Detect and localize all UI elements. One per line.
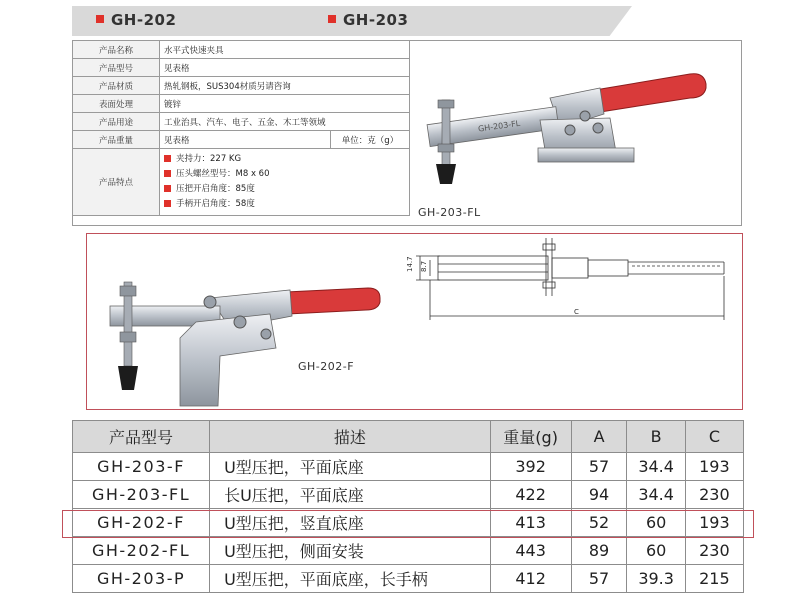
table-row-highlighted: GH-202-F U型压把，竖直底座 413 52 60 193 (73, 509, 744, 537)
col-header-desc: 描述 (210, 421, 491, 453)
spec-row: 表面处理 镀锌 (73, 95, 410, 113)
feature-list (164, 150, 405, 214)
feature-item: 压头螺丝型号：M8 x 60 (164, 167, 405, 182)
red-square-icon (328, 15, 336, 23)
model-tag-1: GH-202 (96, 11, 176, 29)
col-header-weight: 重量(g) (490, 421, 571, 453)
bullet-icon (164, 200, 171, 207)
bullet-icon (164, 155, 171, 162)
col-header-model: 产品型号 (73, 421, 210, 453)
bottom-image-caption: GH-202-F (298, 360, 355, 373)
bullet-icon (164, 170, 171, 177)
table-row: GH-203-FL 长U压把，平面底座 422 94 34.4 230 (73, 481, 744, 509)
spec-row: 产品型号 见表格 (73, 59, 410, 77)
svg-text:C: C (574, 308, 579, 316)
table-row: GH-203-P U型压把，平面底座，长手柄 412 57 39.3 215 (73, 565, 744, 593)
svg-text:GH-203-FL: GH-203-FL (477, 118, 521, 134)
spec-row: 产品材质 热轧钢板，SUS304材质另请咨询 (73, 77, 410, 95)
table-row: GH-202-FL U型压把，侧面安装 443 89 60 230 (73, 537, 744, 565)
col-header-c: C (685, 421, 743, 453)
spec-row-features: 产品特点 夹持力：227 KG 压头螺丝型号：M8 x 60 压把开启角度：85度 手柄开启角度：58度 (73, 149, 410, 216)
spec-row-weight: 产品重量 见表格 单位：克（g） (73, 131, 410, 149)
spec-table (72, 40, 410, 216)
svg-text:14.7: 14.7 (406, 256, 414, 272)
bullet-icon (164, 185, 171, 192)
top-image-caption: GH-203-FL (418, 206, 481, 219)
model-table (72, 420, 744, 593)
col-header-a: A (571, 421, 627, 453)
spec-row: 产品用途 工业治具、汽车、电子、五金、木工等领域 (73, 113, 410, 131)
spec-row: 产品名称 水平式快速夹具 (73, 41, 410, 59)
clamp-image-gh-203-fl (420, 60, 720, 200)
table-row: GH-203-F U型压把，平面底座 392 57 34.4 193 (73, 453, 744, 481)
red-square-icon (96, 15, 104, 23)
svg-text:8.7: 8.7 (420, 260, 428, 272)
feature-item: 压把开启角度：85度 (164, 182, 405, 197)
feature-item: 手柄开启角度：58度 (164, 197, 405, 212)
technical-drawing (400, 236, 736, 326)
row-highlight-frame (62, 510, 754, 538)
clamp-image-gh-202-f (100, 278, 390, 408)
feature-item: 夹持力：227 KG (164, 152, 405, 167)
col-header-b: B (627, 421, 685, 453)
model-tag-2: GH-203 (328, 11, 408, 29)
table-header-row (73, 421, 744, 453)
